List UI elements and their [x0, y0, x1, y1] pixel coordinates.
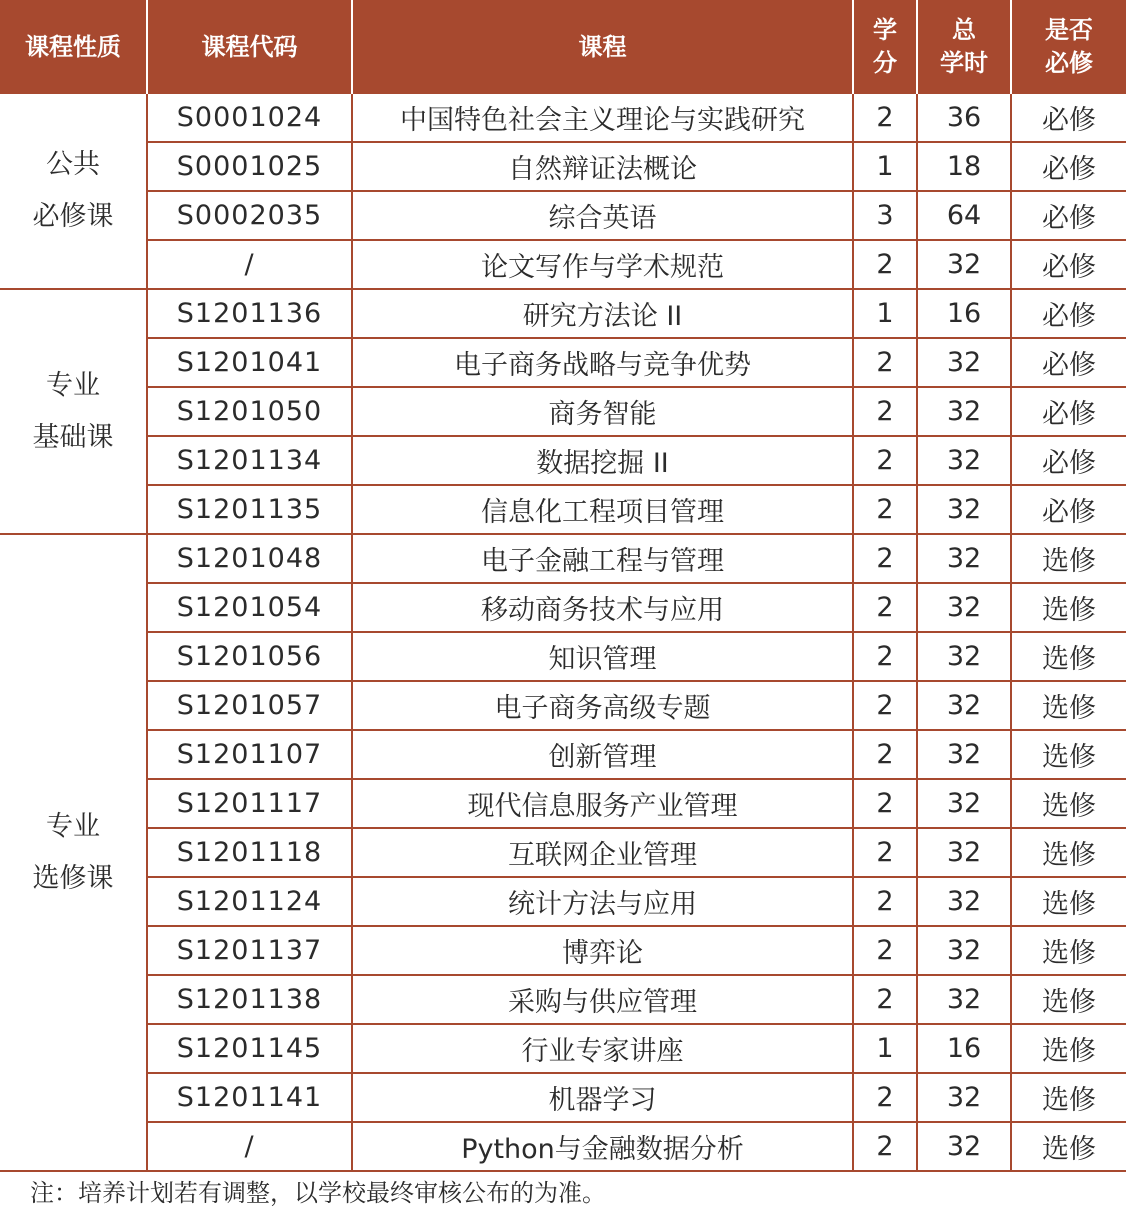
header-hours-line1: 总 — [952, 16, 976, 44]
code-cell: S0001025 — [147, 142, 352, 191]
code-cell: S0001024 — [147, 94, 352, 142]
credit-cell: 1 — [853, 1024, 917, 1073]
course-cell: 电子商务战略与竞争优势 — [352, 338, 853, 387]
credit-cell: 2 — [853, 338, 917, 387]
course-cell: 综合英语 — [352, 191, 853, 240]
course-cell: Python与金融数据分析 — [352, 1122, 853, 1171]
req-cell: 选修 — [1011, 1122, 1126, 1171]
hours-cell: 32 — [917, 877, 1011, 926]
req-cell: 选修 — [1011, 926, 1126, 975]
category-line1: 专业 — [46, 810, 100, 842]
course-cell: 机器学习 — [352, 1073, 853, 1122]
hours-cell: 32 — [917, 534, 1011, 583]
course-cell: 现代信息服务产业管理 — [352, 779, 853, 828]
table-row — [0, 436, 1126, 485]
code-cell: / — [147, 240, 352, 289]
credit-cell: 2 — [853, 436, 917, 485]
req-cell: 选修 — [1011, 828, 1126, 877]
table-row — [0, 534, 1126, 583]
header-course: 课程 — [352, 0, 853, 94]
credit-cell: 2 — [853, 975, 917, 1024]
credit-cell: 2 — [853, 828, 917, 877]
hours-cell: 32 — [917, 681, 1011, 730]
credit-cell: 2 — [853, 94, 917, 142]
category-cell — [0, 94, 147, 289]
code-cell: S1201057 — [147, 681, 352, 730]
table-row — [0, 975, 1126, 1024]
req-cell: 选修 — [1011, 534, 1126, 583]
code-cell: S1201136 — [147, 289, 352, 338]
category-cell — [0, 534, 147, 1171]
req-cell: 选修 — [1011, 583, 1126, 632]
code-cell: S1201050 — [147, 387, 352, 436]
course-cell: 电子商务高级专题 — [352, 681, 853, 730]
course-cell: 研究方法论 II — [352, 289, 853, 338]
table-row — [0, 240, 1126, 289]
req-cell: 必修 — [1011, 94, 1126, 142]
code-cell: S1201137 — [147, 926, 352, 975]
credit-cell: 2 — [853, 1122, 917, 1171]
course-cell: 电子金融工程与管理 — [352, 534, 853, 583]
table-row — [0, 1122, 1126, 1171]
code-cell: S1201118 — [147, 828, 352, 877]
credit-cell: 2 — [853, 730, 917, 779]
table-row — [0, 1073, 1126, 1122]
req-cell: 选修 — [1011, 730, 1126, 779]
header-credit-line2: 分 — [873, 49, 897, 77]
footnote: 注：培养计划若有调整，以学校最终审核公布的为准。 — [30, 1179, 606, 1207]
table-row — [0, 338, 1126, 387]
course-cell: 论文写作与学术规范 — [352, 240, 853, 289]
course-cell: 统计方法与应用 — [352, 877, 853, 926]
hours-cell: 32 — [917, 975, 1011, 1024]
table-body — [0, 94, 1126, 1171]
code-cell: S1201145 — [147, 1024, 352, 1073]
credit-cell: 2 — [853, 485, 917, 534]
hours-cell: 32 — [917, 730, 1011, 779]
code-cell: S1201138 — [147, 975, 352, 1024]
category-line2: 选修课 — [32, 862, 114, 894]
credit-cell: 2 — [853, 681, 917, 730]
code-cell: S1201107 — [147, 730, 352, 779]
req-cell: 必修 — [1011, 387, 1126, 436]
code-cell: S1201048 — [147, 534, 352, 583]
req-cell: 选修 — [1011, 632, 1126, 681]
table-row — [0, 877, 1126, 926]
course-cell: 数据挖掘 II — [352, 436, 853, 485]
credit-cell: 2 — [853, 583, 917, 632]
req-cell: 必修 — [1011, 485, 1126, 534]
credit-cell: 2 — [853, 534, 917, 583]
table-row — [0, 485, 1126, 534]
credit-cell: 2 — [853, 926, 917, 975]
course-cell: 中国特色社会主义理论与实践研究 — [352, 94, 853, 142]
hours-cell: 16 — [917, 289, 1011, 338]
course-cell: 自然辩证法概论 — [352, 142, 853, 191]
req-cell: 选修 — [1011, 1073, 1126, 1122]
course-cell: 采购与供应管理 — [352, 975, 853, 1024]
header-required — [1011, 0, 1126, 94]
table-row — [0, 583, 1126, 632]
table-row — [0, 681, 1126, 730]
code-cell: S1201141 — [147, 1073, 352, 1122]
code-cell: / — [147, 1122, 352, 1171]
table-row — [0, 926, 1126, 975]
header-code: 课程代码 — [147, 0, 352, 94]
hours-cell: 32 — [917, 338, 1011, 387]
code-cell: S1201124 — [147, 877, 352, 926]
table-row — [0, 387, 1126, 436]
category-line2: 基础课 — [32, 421, 114, 453]
category-line1: 专业 — [46, 369, 100, 401]
req-cell: 必修 — [1011, 436, 1126, 485]
req-cell: 必修 — [1011, 142, 1126, 191]
table-row — [0, 1024, 1126, 1073]
credit-cell: 3 — [853, 191, 917, 240]
table-row — [0, 828, 1126, 877]
credit-cell: 1 — [853, 142, 917, 191]
course-cell: 移动商务技术与应用 — [352, 583, 853, 632]
hours-cell: 32 — [917, 632, 1011, 681]
hours-cell: 32 — [917, 387, 1011, 436]
hours-cell: 32 — [917, 240, 1011, 289]
hours-cell: 36 — [917, 94, 1011, 142]
req-cell: 选修 — [1011, 779, 1126, 828]
header-hours — [917, 0, 1011, 94]
code-cell: S1201056 — [147, 632, 352, 681]
course-cell: 互联网企业管理 — [352, 828, 853, 877]
table-row — [0, 142, 1126, 191]
code-cell: S1201054 — [147, 583, 352, 632]
hours-cell: 18 — [917, 142, 1011, 191]
course-cell: 信息化工程项目管理 — [352, 485, 853, 534]
header-required-line2: 必修 — [1045, 49, 1093, 77]
table-row — [0, 289, 1126, 338]
credit-cell: 2 — [853, 1073, 917, 1122]
credit-cell: 2 — [853, 387, 917, 436]
hours-cell: 32 — [917, 1122, 1011, 1171]
hours-cell: 64 — [917, 191, 1011, 240]
credit-cell: 1 — [853, 289, 917, 338]
course-cell: 行业专家讲座 — [352, 1024, 853, 1073]
req-cell: 选修 — [1011, 877, 1126, 926]
table-row — [0, 632, 1126, 681]
code-cell: S1201134 — [147, 436, 352, 485]
req-cell: 选修 — [1011, 975, 1126, 1024]
req-cell: 必修 — [1011, 289, 1126, 338]
hours-cell: 16 — [917, 1024, 1011, 1073]
table-row — [0, 730, 1126, 779]
header-hours-line2: 学时 — [940, 49, 988, 77]
code-cell: S1201041 — [147, 338, 352, 387]
req-cell: 选修 — [1011, 681, 1126, 730]
header-credit-line1: 学 — [873, 16, 897, 44]
course-cell: 知识管理 — [352, 632, 853, 681]
table-row — [0, 94, 1126, 142]
credit-cell: 2 — [853, 779, 917, 828]
category-line1: 公共 — [46, 149, 100, 180]
req-cell: 必修 — [1011, 338, 1126, 387]
hours-cell: 32 — [917, 926, 1011, 975]
table-row — [0, 191, 1126, 240]
req-cell: 必修 — [1011, 191, 1126, 240]
course-cell: 创新管理 — [352, 730, 853, 779]
header-credit — [853, 0, 917, 94]
hours-cell: 32 — [917, 485, 1011, 534]
header-required-line1: 是否 — [1045, 16, 1093, 44]
code-cell: S1201135 — [147, 485, 352, 534]
category-line2: 必修课 — [32, 201, 114, 232]
table-row — [0, 779, 1126, 828]
credit-cell: 2 — [853, 632, 917, 681]
code-cell: S0002035 — [147, 191, 352, 240]
header-category: 课程性质 — [0, 0, 147, 94]
hours-cell: 32 — [917, 779, 1011, 828]
hours-cell: 32 — [917, 1073, 1011, 1122]
req-cell: 选修 — [1011, 1024, 1126, 1073]
credit-cell: 2 — [853, 240, 917, 289]
course-cell: 博弈论 — [352, 926, 853, 975]
hours-cell: 32 — [917, 828, 1011, 877]
course-cell: 商务智能 — [352, 387, 853, 436]
hours-cell: 32 — [917, 583, 1011, 632]
code-cell: S1201117 — [147, 779, 352, 828]
credit-cell: 2 — [853, 877, 917, 926]
table-header-row — [0, 0, 1126, 94]
req-cell: 必修 — [1011, 240, 1126, 289]
category-cell — [0, 289, 147, 534]
hours-cell: 32 — [917, 436, 1011, 485]
